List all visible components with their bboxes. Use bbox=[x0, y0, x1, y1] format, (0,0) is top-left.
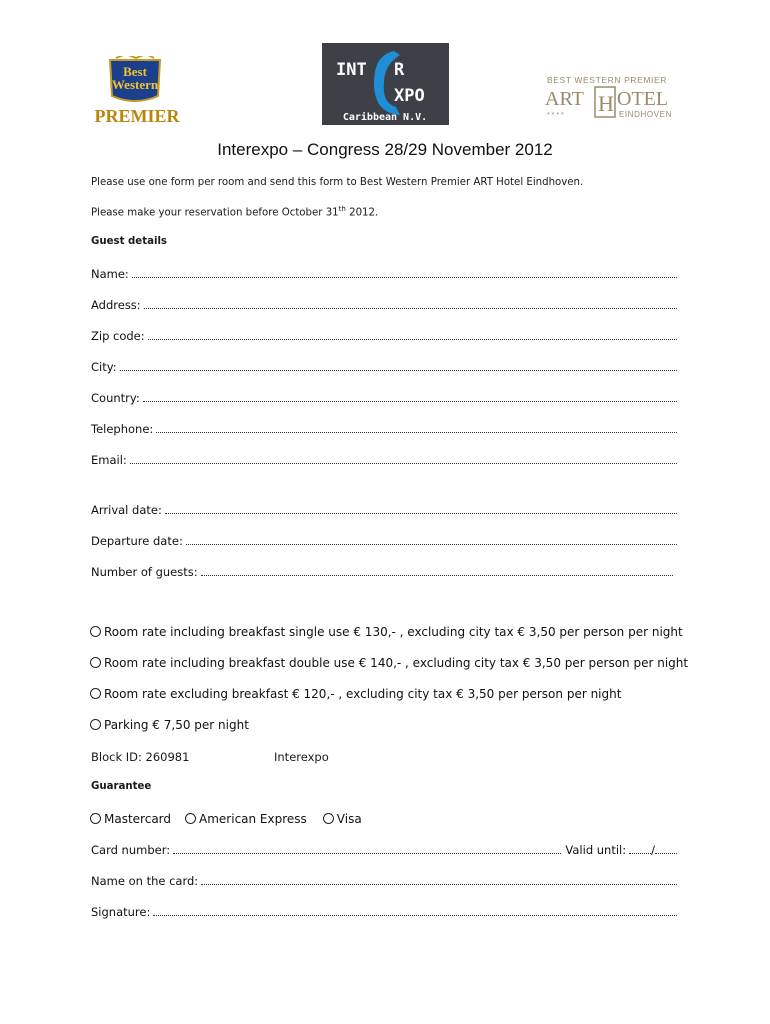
page-title: Interexpo – Congress 28/29 November 2012 bbox=[217, 140, 553, 159]
mastercard-label: Mastercard bbox=[104, 812, 172, 826]
radio-single-room[interactable] bbox=[90, 626, 101, 637]
city-line[interactable] bbox=[120, 361, 677, 371]
valid-year-line[interactable] bbox=[655, 844, 677, 854]
art-hotel-eindhoven-logo bbox=[543, 73, 683, 127]
arrival-date-field[interactable] bbox=[91, 503, 677, 517]
svg-text:Caribbean N.V.: Caribbean N.V. bbox=[342, 112, 428, 123]
svg-text:H: H bbox=[598, 91, 614, 116]
intro-deadline bbox=[91, 205, 378, 218]
departure-date-label: Departure date: bbox=[91, 534, 183, 548]
country-label: Country: bbox=[91, 391, 140, 405]
name-on-card-line[interactable] bbox=[201, 875, 677, 885]
option-no-breakfast[interactable] bbox=[90, 687, 621, 701]
address-field[interactable] bbox=[91, 298, 677, 312]
intro-instruction: Please use one form per room and send this form to Best Western Premier ART Hotel Eindhoven. bbox=[91, 177, 584, 188]
card-option-visa[interactable] bbox=[323, 812, 362, 826]
option-parking-label: Parking € 7,50 per night bbox=[104, 718, 249, 732]
telephone-line[interactable] bbox=[156, 423, 677, 433]
name-field[interactable] bbox=[91, 267, 677, 281]
radio-visa[interactable] bbox=[323, 813, 334, 824]
address-line[interactable] bbox=[144, 299, 677, 309]
option-double-room-label: Room rate including breakfast double use € 140,- , excluding city tax € 3,50 per person per night bbox=[104, 656, 689, 670]
svg-text:* * * *: * * * * bbox=[547, 112, 564, 119]
svg-text:EINDHOVEN: EINDHOVEN bbox=[619, 110, 672, 119]
deadline-suffix: th bbox=[338, 205, 346, 213]
name-line[interactable] bbox=[132, 268, 677, 278]
name-label: Name: bbox=[91, 267, 129, 281]
card-number-line[interactable] bbox=[173, 844, 561, 854]
block-name: Interexpo bbox=[274, 750, 329, 764]
number-of-guests-line[interactable] bbox=[201, 566, 673, 576]
name-on-card-label: Name on the card: bbox=[91, 874, 199, 888]
best-western-premier-logo bbox=[90, 56, 184, 126]
svg-text:R: R bbox=[394, 60, 405, 80]
valid-until-label: Valid until: bbox=[565, 843, 627, 857]
telephone-label: Telephone: bbox=[91, 422, 154, 436]
option-double-room[interactable] bbox=[90, 656, 688, 670]
address-label: Address: bbox=[91, 298, 141, 312]
svg-text:BEST WESTERN PREMIER: BEST WESTERN PREMIER bbox=[547, 75, 667, 85]
option-single-room-label: Room rate including breakfast single use € 130,- , excluding city tax € 3,50 per person per night bbox=[104, 625, 683, 639]
email-label: Email: bbox=[91, 453, 127, 467]
svg-text:ART: ART bbox=[545, 88, 584, 110]
zip-code-line[interactable] bbox=[148, 330, 677, 340]
signature-label: Signature: bbox=[91, 905, 151, 919]
block-id: Block ID: 260981 bbox=[91, 750, 190, 764]
departure-date-line[interactable] bbox=[186, 535, 677, 545]
svg-text:OTEL: OTEL bbox=[617, 88, 669, 110]
card-option-mastercard[interactable] bbox=[90, 812, 171, 826]
svg-text:Best: Best bbox=[123, 64, 147, 79]
amex-label: American Express bbox=[199, 812, 307, 826]
zip-code-field[interactable] bbox=[91, 329, 677, 343]
signature-line[interactable] bbox=[153, 906, 677, 916]
visa-label: Visa bbox=[336, 812, 362, 826]
guarantee-heading: Guarantee bbox=[91, 781, 152, 792]
option-single-room[interactable] bbox=[90, 625, 683, 639]
zip-code-label: Zip code: bbox=[91, 329, 145, 343]
country-line[interactable] bbox=[143, 392, 677, 402]
option-no-breakfast-label: Room rate excluding breakfast € 120,- , excluding city tax € 3,50 per person per night bbox=[104, 687, 622, 701]
radio-amex[interactable] bbox=[185, 813, 196, 824]
radio-double-room[interactable] bbox=[90, 657, 101, 668]
card-number-field[interactable] bbox=[91, 843, 677, 857]
name-on-card-field[interactable] bbox=[91, 874, 677, 888]
svg-text:Western: Western bbox=[111, 77, 159, 92]
departure-date-field[interactable] bbox=[91, 534, 677, 548]
email-field[interactable] bbox=[91, 453, 677, 467]
card-type-options bbox=[90, 812, 362, 826]
country-field[interactable] bbox=[91, 391, 677, 405]
valid-month-line[interactable] bbox=[629, 844, 651, 854]
card-option-amex[interactable] bbox=[185, 812, 307, 826]
email-line[interactable] bbox=[130, 454, 677, 464]
radio-parking[interactable] bbox=[90, 719, 101, 730]
option-parking[interactable] bbox=[90, 718, 249, 732]
interexpo-caribbean-logo bbox=[322, 43, 449, 125]
guest-details-heading: Guest details bbox=[91, 236, 167, 247]
valid-separator: / bbox=[651, 843, 655, 857]
arrival-date-label: Arrival date: bbox=[91, 503, 162, 517]
deadline-text: Please make your reservation before October 31 bbox=[91, 207, 339, 219]
radio-no-breakfast[interactable] bbox=[90, 688, 101, 699]
city-label: City: bbox=[91, 360, 117, 374]
radio-mastercard[interactable] bbox=[90, 813, 101, 824]
number-of-guests-field[interactable] bbox=[91, 565, 673, 579]
svg-text:XPO: XPO bbox=[394, 86, 425, 106]
deadline-year: 2012. bbox=[345, 207, 379, 219]
city-field[interactable] bbox=[91, 360, 677, 374]
number-of-guests-label: Number of guests: bbox=[91, 565, 198, 579]
arrival-date-line[interactable] bbox=[165, 504, 677, 514]
svg-text:PREMIER: PREMIER bbox=[94, 106, 180, 126]
svg-text:INT: INT bbox=[336, 60, 367, 80]
card-number-label: Card number: bbox=[91, 843, 171, 857]
signature-field[interactable] bbox=[91, 905, 677, 919]
telephone-field[interactable] bbox=[91, 422, 677, 436]
